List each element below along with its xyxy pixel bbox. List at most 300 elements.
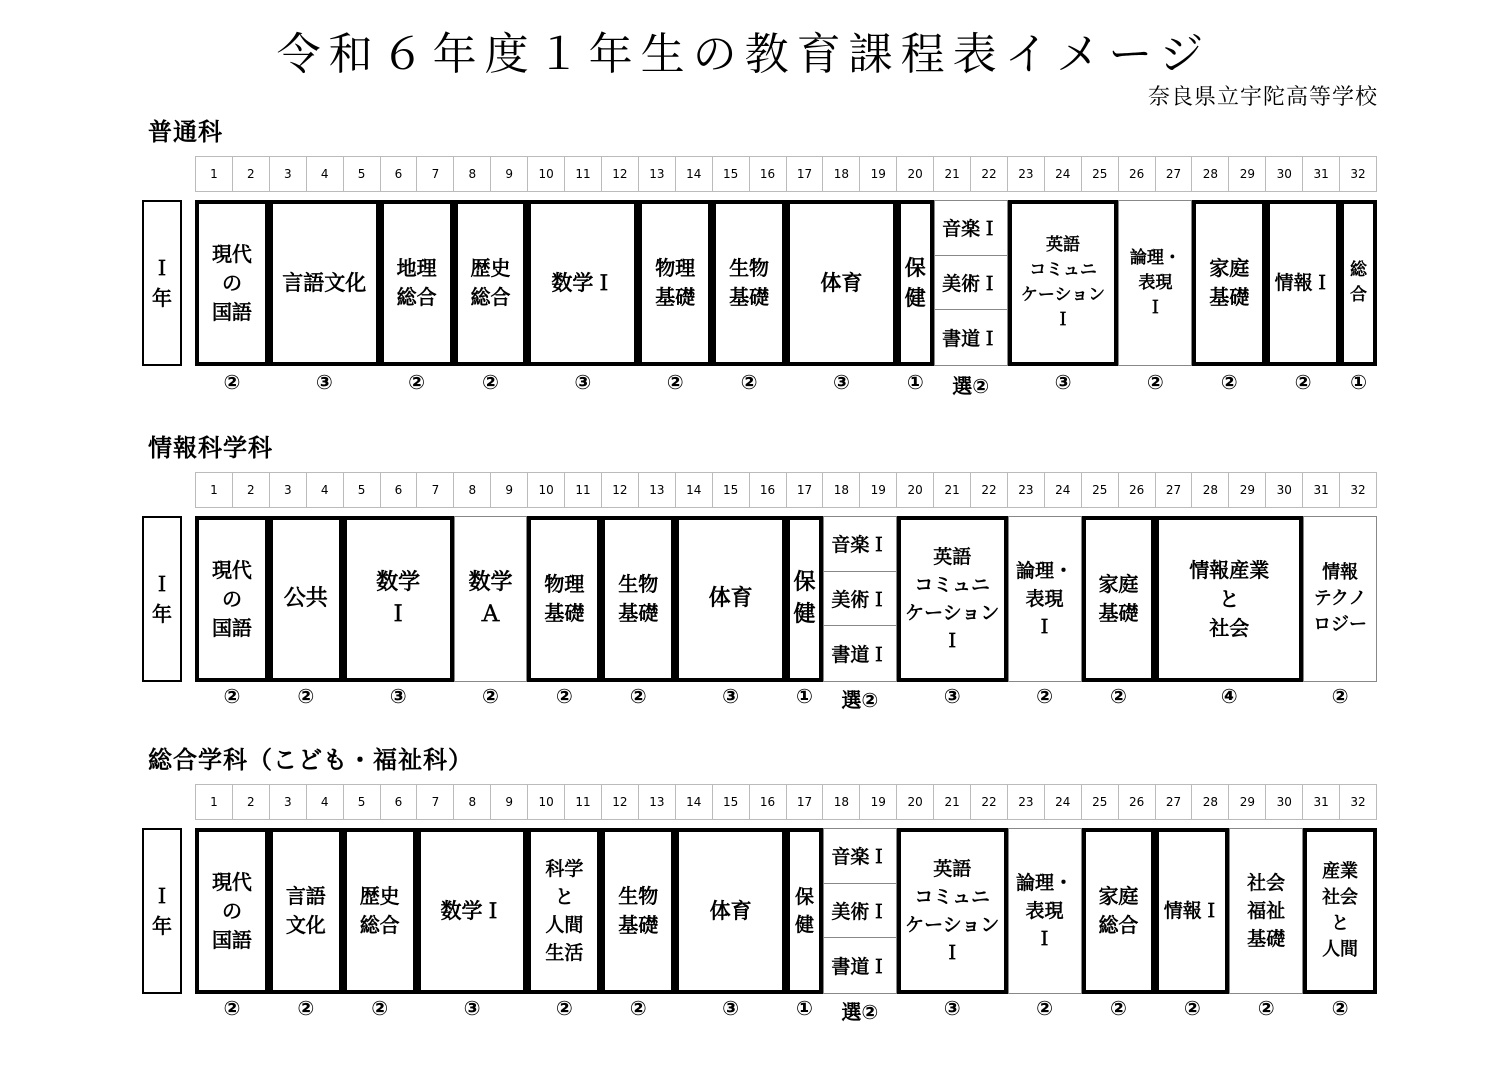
grade-label [142, 516, 182, 682]
unit-number: 12 [602, 785, 639, 819]
curriculum-grid [195, 516, 1377, 682]
subject-name-line: 歴史 [470, 256, 511, 280]
unit-number-row [195, 156, 1377, 192]
subject-cell [897, 516, 1008, 682]
credit-count: ③ [943, 684, 961, 708]
unit-number: 29 [1229, 785, 1266, 819]
subject-name-line: 家庭 [1209, 256, 1250, 280]
subject-cell [527, 828, 601, 994]
subject-name-line: 総合 [359, 913, 400, 937]
subject-name-line: 家庭 [1098, 884, 1139, 908]
subject-name-line: 人間 [1322, 939, 1359, 960]
unit-number: 32 [1350, 483, 1366, 497]
grade-label [142, 828, 182, 994]
subject-cell [897, 828, 1008, 994]
unit-number: 1 [196, 785, 233, 819]
unit-number: 27 [1156, 157, 1193, 191]
subject-name-line: 保 [794, 886, 814, 908]
unit-number: 11 [565, 473, 602, 507]
subject-name-line: 生物 [729, 256, 770, 280]
grade-label-char: Ｉ [152, 884, 172, 908]
subject-name-line: コミュニ [1029, 260, 1097, 280]
credit-count: ② [1146, 370, 1164, 394]
curriculum-grid [195, 200, 1377, 366]
subject-name-line: 情報産業 [1189, 557, 1270, 582]
subject-name-line: 生物 [618, 572, 659, 596]
subject-name-line: 地理 [396, 256, 437, 280]
subject-cell [527, 516, 601, 682]
subject-name-line: と [1331, 913, 1350, 934]
unit-number: 1 [196, 473, 233, 507]
subject-cell [380, 200, 454, 366]
subject-name-line: ケーション [1020, 285, 1106, 305]
unit-number: 28 [1192, 785, 1229, 819]
subject-name-line: 数学 [468, 570, 513, 595]
unit-number: 15 [713, 473, 750, 507]
subject-cell [897, 200, 934, 366]
unit-number: 13 [639, 157, 676, 191]
unit-number: 17 [787, 157, 824, 191]
unit-number: 25 [1082, 157, 1119, 191]
subject-name-line: 国語 [211, 927, 252, 952]
subject-name-line: ロジー [1313, 614, 1368, 635]
unit-number: 16 [750, 785, 787, 819]
credit-count: ② [629, 684, 647, 708]
subject-name-line: 保 [904, 256, 926, 280]
unit-number: 32 [1350, 167, 1366, 181]
subject-name-line: 国語 [211, 615, 252, 640]
unit-number: 22 [971, 473, 1008, 507]
subject-cell [343, 516, 454, 682]
credit-count: ② [1036, 684, 1054, 708]
subject-name-line: コミュニ [914, 574, 991, 596]
credit-count: ② [1331, 684, 1349, 708]
unit-number: 21 [934, 157, 971, 191]
subject-name-line: 家庭 [1098, 572, 1139, 596]
subject-name-line: 科学 [545, 858, 584, 880]
credit-count: ① [796, 996, 813, 1020]
credit-count: ② [223, 684, 241, 708]
credit-count: ① [906, 370, 924, 394]
subject-name-line: 体育 [709, 899, 752, 923]
unit-number-row [195, 784, 1377, 820]
credit-count: ① [796, 684, 813, 708]
elective-option: 美術Ｉ [824, 884, 896, 939]
subject-name-line: 公共 [283, 586, 328, 611]
credit-count: 選② [952, 374, 990, 398]
subject-cell [454, 200, 528, 366]
credit-count: ② [1331, 996, 1349, 1020]
unit-number: 7 [417, 473, 454, 507]
subject-name-line: 社会 [1209, 615, 1250, 640]
unit-number: 3 [270, 473, 307, 507]
unit-number: 26 [1119, 157, 1156, 191]
unit-number: 23 [1008, 785, 1045, 819]
unit-number: 2 [233, 473, 270, 507]
credit-count: ② [408, 370, 426, 394]
unit-number: 24 [1045, 785, 1082, 819]
unit-number: 28 [1192, 473, 1229, 507]
elective-option: 書道Ｉ [831, 956, 889, 979]
unit-number: 30 [1266, 157, 1303, 191]
subject-name-line: 現代 [211, 557, 252, 582]
subject-name-line: 表現 [1138, 272, 1173, 293]
unit-number: 21 [934, 473, 971, 507]
subject-name-line: 産業 [1322, 861, 1359, 882]
subject-cell [1303, 516, 1377, 682]
subject-name-line: 国語 [211, 299, 252, 324]
grade-label-char: Ｉ [152, 256, 172, 280]
unit-number: 6 [381, 157, 418, 191]
unit-number: 22 [971, 157, 1008, 191]
subject-name-line: 健 [793, 602, 816, 627]
unit-number: 13 [639, 473, 676, 507]
subject-cell [1008, 516, 1082, 682]
unit-number: 6 [381, 473, 418, 507]
subject-name-line: 文化 [285, 913, 326, 937]
subject-name-line: 合 [1350, 285, 1368, 305]
unit-number: 16 [750, 157, 787, 191]
elective-option: 美術Ｉ [824, 572, 896, 627]
subject-cell [417, 828, 528, 994]
subject-cell [1303, 828, 1377, 994]
subject-name-line: 英語 [933, 546, 972, 568]
subject-name-line: 言語 [285, 884, 326, 908]
grade-label-char: Ｉ [152, 572, 172, 596]
unit-number: 30 [1266, 473, 1303, 507]
credit-count: ① [1350, 370, 1367, 394]
unit-number: 25 [1082, 473, 1119, 507]
unit-number: 30 [1266, 785, 1303, 819]
unit-number: 14 [676, 785, 713, 819]
subject-name-line: Ａ [479, 602, 502, 627]
credit-count: ③ [463, 996, 481, 1020]
credit-count: ② [1257, 996, 1275, 1020]
subject-cell [1229, 828, 1303, 994]
unit-number: 27 [1156, 785, 1193, 819]
subject-cell [1155, 828, 1229, 994]
unit-number: 32 [1350, 795, 1366, 809]
unit-number: 29 [1229, 157, 1266, 191]
subject-name-line: 表現 [1025, 900, 1064, 922]
subject-name-line: 情報Ｉ [1163, 900, 1221, 922]
unit-number: 7 [417, 785, 454, 819]
unit-number: 5 [344, 473, 381, 507]
unit-number: 16 [750, 473, 787, 507]
unit-number: 27 [1156, 473, 1193, 507]
subject-cell [195, 200, 269, 366]
unit-number: 9 [491, 473, 528, 507]
unit-number: 8 [454, 473, 491, 507]
credit-count: ② [629, 996, 647, 1020]
credit-count: ② [1183, 996, 1201, 1020]
department-title: 情報科学科 [148, 434, 273, 462]
credit-count: ② [371, 996, 389, 1020]
subject-name-line: 体育 [708, 586, 753, 611]
curriculum-grid [195, 828, 1377, 994]
credit-count: ② [482, 370, 499, 394]
subject-name-line: 福祉 [1247, 900, 1286, 922]
subject-name-line: 基礎 [618, 601, 659, 625]
school-name: 奈良県立宇陀高等学校 [1147, 85, 1378, 110]
subject-name-line: の [221, 898, 242, 923]
subject-name-line: ケーション [905, 914, 1000, 936]
grade-label-char: 年 [152, 914, 172, 938]
subject-cell [786, 516, 823, 682]
unit-number: 23 [1008, 157, 1045, 191]
subject-cell [195, 828, 269, 994]
unit-number-row [195, 472, 1377, 508]
subject-name-line: ケーション [905, 602, 1000, 624]
subject-name-line: 健 [904, 286, 926, 310]
subject-cell [1082, 516, 1156, 682]
subject-cell [1008, 828, 1082, 994]
credit-count: ③ [574, 370, 592, 394]
credit-count: ② [1294, 370, 1312, 394]
subject-cell [527, 200, 638, 366]
subject-cell [712, 200, 786, 366]
credit-count: 選② [841, 688, 879, 712]
unit-number: 22 [971, 785, 1008, 819]
unit-number: 18 [823, 785, 860, 819]
grade-label [142, 200, 182, 366]
subject-cell [675, 516, 786, 682]
unit-number: 10 [528, 785, 565, 819]
subject-name-line: 物理 [544, 572, 585, 596]
subject-name-line: 現代 [211, 869, 252, 894]
credit-count: ④ [1220, 684, 1238, 708]
subject-name-line: 社会 [1247, 872, 1286, 894]
subject-name-line: 総合 [396, 285, 437, 309]
unit-number: 17 [787, 785, 824, 819]
subject-name-line: 健 [794, 914, 814, 936]
unit-number: 2 [233, 785, 270, 819]
subject-cell [1192, 200, 1266, 366]
elective-option: 音楽Ｉ [935, 201, 1007, 256]
unit-number: 20 [897, 473, 934, 507]
subject-cell [675, 828, 786, 994]
credit-count: ③ [943, 996, 961, 1020]
subject-cell [269, 516, 343, 682]
subject-cell [786, 828, 823, 994]
elective-option: 音楽Ｉ [824, 517, 896, 572]
subject-cell [269, 200, 380, 366]
elective-group [934, 200, 1008, 366]
subject-cell [195, 516, 269, 682]
unit-number: 4 [307, 473, 344, 507]
subject-name-line: Ｉ [1035, 928, 1055, 950]
subject-cell [1340, 200, 1377, 366]
subject-name-line: Ｉ [387, 602, 410, 627]
unit-number: 6 [381, 785, 418, 819]
subject-name-line: 情報 [1322, 562, 1359, 583]
unit-number: 5 [344, 157, 381, 191]
unit-number: 2 [233, 157, 270, 191]
subject-name-line: 総 [1350, 260, 1368, 280]
unit-number: 9 [491, 157, 528, 191]
credit-count: ③ [389, 684, 407, 708]
unit-number: 4 [307, 785, 344, 819]
subject-cell [601, 828, 675, 994]
subject-name-line: 生物 [618, 884, 659, 908]
subject-name-line: 数学Ｉ [440, 899, 504, 923]
subject-name-line: 英語 [933, 858, 972, 880]
subject-name-line: 数学 [376, 570, 421, 595]
subject-cell [786, 200, 897, 366]
unit-number: 14 [676, 157, 713, 191]
subject-name-line: 基礎 [1247, 928, 1286, 950]
subject-cell [638, 200, 712, 366]
unit-number: 20 [897, 157, 934, 191]
subject-name-line: 基礎 [655, 285, 696, 309]
subject-name-line: Ｉ [1146, 297, 1164, 318]
credit-count: 選② [841, 1000, 879, 1024]
subject-cell [1008, 200, 1119, 366]
unit-number: 26 [1119, 473, 1156, 507]
subject-cell [454, 516, 528, 682]
credit-count: ② [223, 996, 241, 1020]
subject-name-line: 表現 [1025, 588, 1064, 610]
credit-count: ② [482, 684, 499, 708]
credit-count: ② [297, 684, 315, 708]
credit-count: ② [740, 370, 758, 394]
subject-name-line: テクノ [1313, 588, 1367, 609]
grade-label-char: 年 [152, 286, 172, 310]
unit-number: 17 [787, 473, 824, 507]
credit-count: ② [666, 370, 684, 394]
unit-number: 20 [897, 785, 934, 819]
subject-name-line: の [221, 586, 242, 611]
subject-name-line: 基礎 [729, 285, 770, 309]
unit-number: 19 [860, 785, 897, 819]
unit-number: 13 [639, 785, 676, 819]
subject-name-line: の [221, 270, 242, 295]
unit-number: 15 [713, 157, 750, 191]
credit-count: ③ [832, 370, 850, 394]
unit-number: 4 [307, 157, 344, 191]
subject-name-line: 総合 [1098, 913, 1139, 937]
credit-count: ③ [722, 996, 740, 1020]
unit-number: 3 [270, 157, 307, 191]
unit-number: 31 [1303, 473, 1340, 507]
unit-number: 1 [196, 157, 233, 191]
unit-number: 9 [491, 785, 528, 819]
subject-name-line: 生活 [545, 942, 584, 964]
subject-name-line: 基礎 [1098, 601, 1139, 625]
subject-name-line: 基礎 [1209, 285, 1250, 309]
unit-number: 5 [344, 785, 381, 819]
unit-number: 19 [860, 157, 897, 191]
subject-name-line: 言語文化 [282, 271, 367, 295]
unit-number: 10 [528, 473, 565, 507]
subject-name-line: 保 [793, 570, 816, 595]
unit-number: 7 [417, 157, 454, 191]
subject-name-line: コミュニ [914, 886, 991, 908]
subject-name-line: 基礎 [544, 601, 585, 625]
subject-name-line: Ｉ [1054, 310, 1072, 330]
subject-name-line: 現代 [211, 241, 252, 266]
subject-name-line: Ｉ [942, 630, 962, 652]
subject-name-line: 英語 [1046, 235, 1081, 255]
subject-name-line: 人間 [545, 914, 584, 936]
elective-group [823, 516, 897, 682]
subject-cell [269, 828, 343, 994]
unit-number: 8 [454, 785, 491, 819]
credit-count: ② [1109, 996, 1127, 1020]
unit-number: 19 [860, 473, 897, 507]
elective-group [823, 828, 897, 994]
subject-name-line: 総合 [470, 285, 511, 309]
unit-number: 12 [602, 157, 639, 191]
unit-number: 31 [1303, 157, 1340, 191]
subject-name-line: と [554, 886, 574, 908]
subject-cell [1082, 828, 1156, 994]
unit-number: 10 [528, 157, 565, 191]
subject-cell [1118, 200, 1192, 366]
unit-number: 21 [934, 785, 971, 819]
department-title: 総合学科（こども・福祉科） [148, 746, 473, 774]
unit-number: 24 [1045, 473, 1082, 507]
subject-name-line: Ｉ [942, 942, 962, 964]
subject-name-line: と [1219, 586, 1240, 611]
unit-number: 8 [454, 157, 491, 191]
credit-count: ② [1109, 684, 1127, 708]
elective-option: 書道Ｉ [942, 328, 1000, 351]
elective-option: 書道Ｉ [831, 644, 889, 667]
page-title: 令和６年度１年生の教育課程表イメージ [276, 29, 1212, 80]
unit-number: 12 [602, 473, 639, 507]
unit-number: 28 [1192, 157, 1229, 191]
subject-name-line: 体育 [820, 271, 863, 295]
subject-name-line: 論理・ [1016, 872, 1074, 894]
subject-name-line: 社会 [1322, 887, 1359, 908]
unit-number: 11 [565, 157, 602, 191]
unit-number: 14 [676, 473, 713, 507]
subject-cell [343, 828, 417, 994]
subject-name-line: 論理・ [1016, 560, 1074, 582]
subject-name-line: 物理 [655, 256, 696, 280]
credit-count: ③ [315, 370, 333, 394]
credit-count: ② [1036, 996, 1054, 1020]
subject-name-line: 情報Ｉ [1274, 272, 1332, 294]
credit-count: ② [555, 684, 573, 708]
unit-number: 3 [270, 785, 307, 819]
credit-count: ② [223, 370, 241, 394]
credit-count: ③ [722, 684, 740, 708]
credit-count: ③ [1054, 370, 1072, 394]
elective-option: 音楽Ｉ [824, 829, 896, 884]
unit-number: 11 [565, 785, 602, 819]
unit-number: 25 [1082, 785, 1119, 819]
department-title: 普通科 [148, 118, 223, 146]
unit-number: 18 [823, 157, 860, 191]
credit-count: ② [555, 996, 573, 1020]
unit-number: 18 [823, 473, 860, 507]
elective-option: 美術Ｉ [935, 256, 1007, 311]
grade-label-char: 年 [152, 602, 172, 626]
subject-name-line: 論理・ [1129, 247, 1181, 268]
subject-cell [601, 516, 675, 682]
credit-count: ② [1220, 370, 1238, 394]
subject-name-line: 基礎 [618, 913, 659, 937]
unit-number: 26 [1119, 785, 1156, 819]
subject-cell [1266, 200, 1340, 366]
subject-name-line: 数学Ｉ [551, 271, 615, 295]
subject-name-line: 歴史 [359, 884, 400, 908]
unit-number: 24 [1045, 157, 1082, 191]
subject-cell [1155, 516, 1303, 682]
unit-number: 23 [1008, 473, 1045, 507]
